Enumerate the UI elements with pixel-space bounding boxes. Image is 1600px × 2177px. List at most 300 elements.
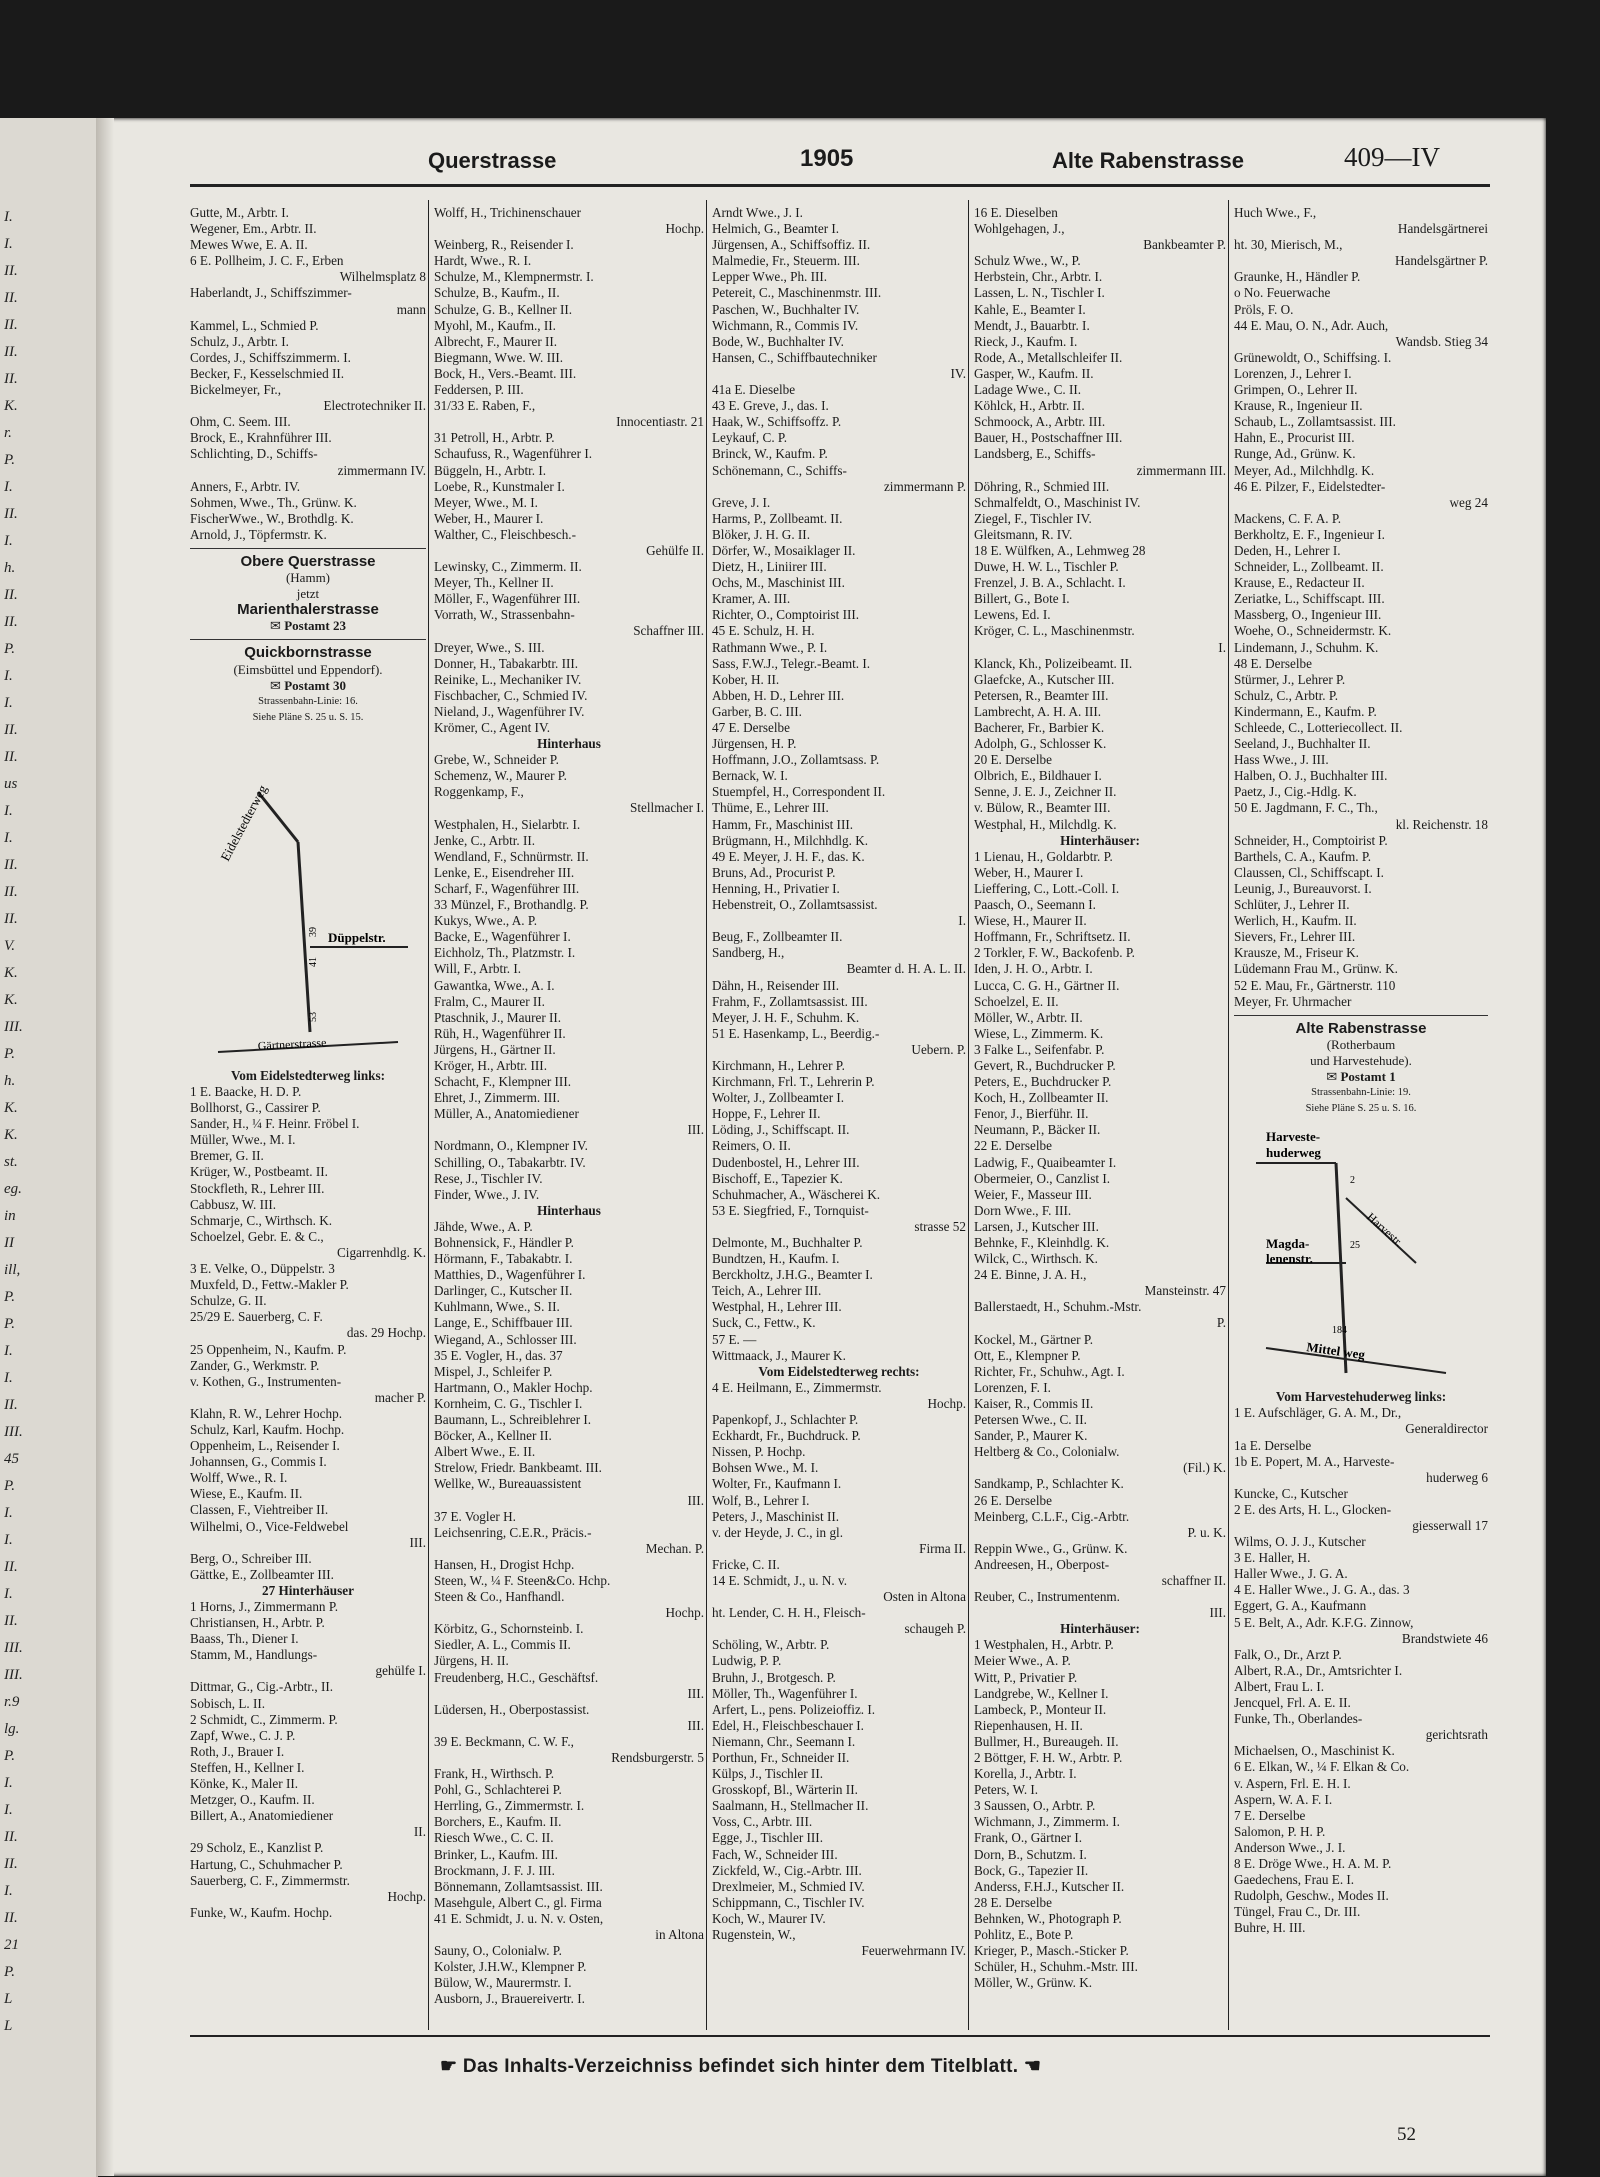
header-left-street: Querstrasse — [428, 148, 557, 173]
adjacent-page-marker: 21 — [4, 1937, 19, 1953]
directory-entry: Reppin Wwe., G., Grünw. K. — [974, 1540, 1128, 1556]
directory-entry: Thüme, E., Lehrer III. — [712, 800, 829, 816]
directory-entry: Bauer, H., Postschaffner III. — [974, 430, 1123, 446]
directory-entry: Walther, C., Fleischbesch.- — [434, 526, 576, 542]
directory-entry: Buhre, H. III. — [1234, 1920, 1306, 1936]
directory-entry: Schaub, L., Zollamtsassist. III. — [1234, 414, 1396, 430]
directory-entry: P. u. K. — [1187, 1524, 1226, 1540]
directory-entry: Schöling, W., Arbtr. P. — [712, 1637, 830, 1653]
directory-entry: Teich, A., Lehrer III. — [712, 1283, 822, 1299]
directory-entry: Bacherer, Fr., Barbier K. — [974, 720, 1105, 735]
adjacent-page-marker: P. — [4, 1316, 15, 1332]
directory-entry: Bernack, W. I. — [712, 768, 788, 784]
adjacent-page-marker: K. — [4, 965, 18, 981]
district-note: (Eimsbüttel und Eppendorf). — [233, 661, 383, 677]
directory-entry: Wiese, L., Zimmerm. K. — [974, 1025, 1104, 1041]
directory-entry: Sauerberg, C. F., Zimmermstr. — [190, 1872, 350, 1888]
directory-entry: Koch, H., Zollbeamter II. — [974, 1090, 1109, 1106]
directory-entry: Pröls, F. O. — [1234, 301, 1294, 317]
adjacent-page-marker: II. — [4, 263, 18, 279]
directory-entry: Klahn, R. W., Lehrer Hochp. — [190, 1405, 342, 1421]
directory-entry: Pohl, G., Schlachterei P. — [434, 1782, 562, 1798]
directory-entry: Reuber, C., Instrumentenm. — [974, 1589, 1120, 1605]
directory-entry: Schoelzel, E. II. — [974, 993, 1059, 1009]
directory-entry: Bülow, W., Maurermstr. I. — [434, 1975, 572, 1991]
directory-entry: Harms, P., Zollbeamt. II. — [712, 510, 843, 526]
directory-entry: 16 E. Dieselben — [974, 205, 1058, 220]
adjacent-page-marker: II. — [4, 1829, 18, 1845]
directory-entry: Lüdersen, H., Oberpostassist. — [434, 1701, 590, 1717]
adjacent-page-marker: P. — [4, 641, 15, 657]
directory-entry: Kober, H. II. — [712, 671, 780, 687]
directory-entry: Ludwig, P. P. — [712, 1653, 782, 1669]
directory-entry: Brandstwiete 46 — [1401, 1630, 1488, 1646]
directory-entry: Eichholz, Th., Platzmstr. I. — [434, 945, 576, 961]
directory-entry: Wiese, E., Kaufm. II. — [190, 1486, 303, 1502]
directory-entry: Gaedechens, Frau E. I. — [1234, 1872, 1355, 1888]
directory-entry: Wolter, Fr., Kaufmann I. — [712, 1476, 842, 1492]
directory-entry: Kaiser, R., Commis II. — [974, 1395, 1094, 1411]
directory-entry: 3 E. Velke, O., Düppelstr. 3 — [190, 1261, 335, 1277]
map-house-number: 41 — [308, 956, 319, 967]
adjacent-page-marker: I. — [4, 1343, 13, 1359]
adjacent-page-marker: II — [4, 1235, 14, 1251]
directory-entry: Stamm, M., Handlungs- — [190, 1647, 318, 1663]
directory-entry: Sass, F.W.J., Telegr.-Beamt. I. — [712, 655, 871, 671]
directory-entry: Klanck, Kh., Polizeibeamt. II. — [974, 655, 1133, 671]
directory-entry: 47 E. Derselbe — [712, 720, 790, 735]
directory-entry: Mewes Wwe, E. A. II. — [190, 237, 308, 253]
directory-entry: 27 Hinterhäuser — [262, 1582, 354, 1598]
directory-entry: 2 Böttger, F. H. W., Arbtr. P. — [974, 1750, 1123, 1765]
directory-entry: Hahn, E., Procurist III. — [1234, 430, 1355, 446]
directory-entry: 46 E. Pilzer, F., Eidelstedter- — [1234, 478, 1386, 494]
directory-entry: 48 E. Derselbe — [1234, 655, 1312, 671]
directory-entry: Salomon, P. H. P. — [1234, 1823, 1326, 1839]
directory-entry: v. Bülow, R., Beamter III. — [974, 800, 1111, 816]
directory-entry: Vom Eidelstedterweg rechts: — [758, 1363, 920, 1379]
directory-entry: Petersen Wwe., C. II. — [974, 1412, 1087, 1428]
directory-entry: Wolf, B., Lehrer I. — [712, 1492, 810, 1508]
directory-entry: Funke, W., Kaufm. Hochp. — [190, 1904, 333, 1920]
directory-entry: Jencquel, Frl. A. E. II. — [1234, 1695, 1351, 1711]
directory-entry: Hartung, C., Schuhmacher P. — [190, 1856, 343, 1872]
directory-entry: Nordmann, O., Klempner IV. — [434, 1138, 588, 1154]
directory-entry: zimmermann III. — [1136, 462, 1226, 478]
directory-entry: Koch, W., Maurer IV. — [712, 1910, 826, 1926]
directory-entry: Müller, A., Anatomiediener — [434, 1106, 579, 1122]
directory-entry: 29 Scholz, E., Kanzlist P. — [190, 1840, 324, 1856]
directory-entry: Hartmann, O., Makler Hochp. — [434, 1379, 593, 1395]
directory-entry: Neumann, P., Bäcker II. — [974, 1122, 1101, 1138]
map-house-number: 4 — [1342, 1325, 1347, 1337]
directory-entry: Lüdemann Frau M., Grünw. K. — [1234, 961, 1398, 977]
directory-entry: Schulz Wwe., W., P. — [974, 253, 1081, 269]
directory-entry: Bock, G., Tapezier II. — [974, 1862, 1089, 1878]
directory-entry: Kuhlmann, Wwe., S. II. — [434, 1299, 560, 1315]
directory-entry: Will, F., Arbtr. I. — [434, 961, 522, 977]
adjacent-page-marker: r.9 — [4, 1694, 20, 1710]
directory-entry: Lassen, L. N., Tischler I. — [974, 285, 1105, 301]
directory-entry: Meyer, Fr. Uhrmacher — [1234, 993, 1352, 1009]
directory-entry: Mendt, J., Bauarbtr. I. — [974, 317, 1090, 333]
adjacent-page-marker: I. — [4, 1586, 13, 1602]
directory-entry: Handelsgärtner P. — [1394, 253, 1488, 269]
directory-entry: 28 E. Derselbe — [974, 1894, 1052, 1910]
directory-entry: Hoffmann, J.O., Zollamtsass. P. — [712, 752, 880, 768]
directory-entry: Paasch, O., Seemann I. — [974, 897, 1096, 913]
directory-entry: Meyer, Th., Kellner II. — [434, 575, 554, 591]
directory-entry: Gehülfe II. — [646, 542, 704, 558]
directory-entry: Sauny, O., Colonialw. P. — [434, 1943, 562, 1959]
directory-entry: Cordes, J., Schiffszimmerm. I. — [190, 349, 351, 365]
directory-entry: P. — [1216, 1315, 1226, 1331]
directory-entry: Cabbusz, W. III. — [190, 1196, 277, 1212]
directory-entry: Borchers, E., Kaufm. II. — [434, 1814, 562, 1830]
adjacent-page-marker: P. — [4, 1478, 15, 1494]
directory-entry: Suck, C., Fettw., K. — [712, 1315, 816, 1331]
directory-entry: Hochp. — [665, 221, 704, 237]
directory-entry: 24 E. Binne, J. A. H., — [974, 1267, 1087, 1283]
postamt-label: ✉ Postamt 1 — [1326, 1068, 1396, 1084]
directory-entry: Stürmer, J., Lehrer P. — [1234, 671, 1346, 687]
directory-entry: Donner, H., Tabakarbtr. III. — [434, 655, 579, 671]
directory-entry: 57 E. — — [712, 1331, 757, 1347]
directory-entry: Bankbeamter P. — [1143, 237, 1226, 253]
folio-number: 409—IV — [1344, 142, 1440, 172]
directory-entry: Lambeck, P., Monteur II. — [974, 1701, 1107, 1717]
directory-entry: Albert, Frau L. I. — [1234, 1678, 1325, 1694]
directory-entry: Steen & Co., Hanfhandl. — [434, 1589, 565, 1605]
directory-entry: Schaufuss, R., Wagenführer I. — [434, 446, 593, 462]
directory-entry: schaugeh P. — [904, 1621, 966, 1637]
adjacent-page-marker: K. — [4, 1127, 18, 1143]
directory-entry: 3 Falke L., Seifenfabr. P. — [974, 1041, 1105, 1057]
directory-entry: Krause, R., Ingenieur II. — [1234, 398, 1363, 414]
directory-entry: Peters, W. I. — [974, 1782, 1039, 1798]
directory-entry: macher P. — [374, 1389, 426, 1405]
directory-entry: III. — [687, 1492, 704, 1508]
directory-entry: 6 E. Pollheim, J. C. F., Erben — [190, 253, 344, 269]
directory-entry: Mispel, J., Schleifer P. — [434, 1363, 553, 1379]
directory-entry: Glaefcke, A., Kutscher III. — [974, 671, 1115, 687]
directory-entry: ht. Lender, C. H. H., Fleisch- — [712, 1605, 866, 1621]
street-map-alte-rabenstrasse — [1246, 1123, 1476, 1383]
directory-entry: Masehgule, Albert C., gl. Firma — [434, 1894, 602, 1910]
directory-entry: Jenke, C., Arbtr. II. — [434, 832, 536, 848]
column-divider — [706, 200, 707, 2030]
adjacent-page-marker: II. — [4, 1397, 18, 1413]
directory-entry: III. — [687, 1685, 704, 1701]
directory-entry: Niemann, Chr., Seemann I. — [712, 1733, 856, 1749]
directory-entry: Frank, H., Wirthsch. P. — [434, 1766, 555, 1782]
directory-entry: Wellke, W., Bureauassistent — [434, 1476, 582, 1492]
directory-entry: Steen, W., ¼ F. Steen&Co. Hchp. — [434, 1572, 611, 1588]
directory-entry: Krüger, W., Postbeamt. II. — [190, 1164, 328, 1180]
directory-entry: Mansteinstr. 47 — [1144, 1283, 1226, 1299]
adjacent-page-marker: K. — [4, 992, 18, 1008]
directory-entry: 18 E. Wülfken, A., Lehmweg 28 — [974, 542, 1146, 558]
directory-entry: Firma II. — [919, 1540, 966, 1556]
directory-entry: Schaffner III. — [633, 623, 704, 639]
directory-entry: Muxfeld, D., Fettw.-Makler P. — [190, 1277, 349, 1293]
adjacent-page-marker: K. — [4, 1100, 18, 1116]
directory-entry: Greve, J. I. — [712, 494, 771, 510]
directory-entry: Fischbacher, C., Schmied IV. — [434, 687, 588, 703]
adjacent-page-marker: I. — [4, 533, 13, 549]
column-divider — [428, 200, 429, 2030]
directory-entry: Krieger, P., Masch.-Sticker P. — [974, 1943, 1129, 1959]
directory-entry: Senne, J. E. J., Zeichner II. — [974, 784, 1117, 800]
directory-entry: Dreyer, Wwe., S. III. — [434, 639, 545, 655]
plan-reference: Siehe Pläne S. 25 u. S. 15. — [252, 711, 364, 723]
directory-entry: Delmonte, M., Buchhalter P. — [712, 1235, 863, 1250]
directory-entry: Grimpen, O., Lehrer II. — [1234, 382, 1358, 398]
adjacent-page-marker: II. — [4, 290, 18, 306]
directory-entry: II. — [413, 1824, 426, 1840]
adjacent-page-marker: P. — [4, 1289, 15, 1305]
directory-entry: Huch Wwe., F., — [1234, 205, 1317, 220]
directory-entry: 8 E. Dröge Wwe., H. A. M. P. — [1234, 1855, 1392, 1871]
directory-entry: Peters, J., Maschinist II. — [712, 1508, 840, 1524]
directory-entry: 33 Münzel, F., Brothandlg. P. — [434, 897, 589, 913]
directory-entry: Riesch Wwe., C. C. II. — [434, 1830, 554, 1846]
directory-entry: gehülfe I. — [375, 1663, 426, 1679]
directory-entry: Rode, A., Metallschleifer II. — [974, 349, 1123, 365]
directory-entry: Stuempfel, H., Correspondent II. — [712, 784, 886, 800]
directory-entry: Haak, W., Schiffsoffz. P. — [712, 414, 842, 430]
directory-entry: Runge, Ad., Grünw. K. — [1234, 446, 1356, 462]
adjacent-page-marker: III. — [4, 1640, 23, 1656]
directory-entry: Büggeln, H., Arbtr. I. — [434, 462, 547, 478]
directory-entry: Classen, F., Viehtreiber II. — [190, 1502, 329, 1518]
adjacent-page-marker: I. — [4, 830, 13, 846]
directory-entry: Ehret, J., Zimmerm. III. — [434, 1090, 560, 1106]
directory-entry: Backe, E., Wagenführer I. — [434, 929, 571, 945]
directory-entry: III. — [409, 1534, 426, 1550]
directory-entry: 2 Schmidt, C., Zimmerm. P. — [190, 1711, 338, 1727]
directory-entry: Bremer, G. II. — [190, 1148, 264, 1164]
directory-entry: Berkholtz, E. F., Ingenieur I. — [1234, 526, 1385, 542]
directory-entry: Duwe, H. W. L., Tischler P. — [974, 559, 1119, 575]
directory-entry: Edel, H., Fleischbeschauer I. — [712, 1717, 864, 1733]
directory-entry: Krausze, M., Friseur K. — [1234, 945, 1359, 961]
directory-entry: I. — [1218, 639, 1226, 655]
directory-entry: Deden, H., Lehrer I. — [1234, 542, 1341, 558]
directory-entry: Feuerwehrmann IV. — [861, 1943, 966, 1959]
directory-entry: Andreesen, H., Oberpost- — [974, 1556, 1110, 1572]
adjacent-page-marker: I. — [4, 668, 13, 684]
directory-entry: III. — [1209, 1605, 1226, 1621]
directory-entry: Gleitsmann, R. IV. — [974, 526, 1073, 542]
adjacent-page-marker: P. — [4, 1964, 15, 1980]
directory-entry: Schneider, H., Comptoirist P. — [1234, 832, 1388, 848]
adjacent-page-marker: lg. — [4, 1721, 20, 1737]
directory-entry: Electrotechniker II. — [323, 398, 426, 414]
directory-entry: Ballerstaedt, H., Schuhm.-Mstr. — [974, 1299, 1142, 1315]
directory-entry: Rieck, J., Kaufm. I. — [974, 333, 1078, 349]
directory-entry: Riepenhausen, H. II. — [974, 1717, 1083, 1733]
adjacent-page-marker: L — [4, 2018, 13, 2034]
district-note: (Hamm) — [285, 570, 331, 586]
directory-entry: Lambrecht, A. H. A. III. — [974, 703, 1102, 719]
directory-entry: Bruhn, J., Brotgesch. P. — [712, 1669, 836, 1685]
postamt-label: ✉ Postamt 30 — [270, 677, 346, 693]
directory-entry: Bickelmeyer, Fr., — [190, 382, 282, 398]
adjacent-page-marker: K. — [4, 398, 18, 414]
directory-entry: Reinike, L., Mechaniker IV. — [434, 671, 582, 687]
directory-entry: Kröger, C. L., Maschinenmstr. — [974, 623, 1135, 639]
directory-entry: Tüngel, Frau C., Dr. III. — [1234, 1904, 1361, 1920]
directory-entry: 51 E. Hasenkamp, L., Beerdig.- — [712, 1025, 880, 1041]
map-road-label: Gärtnerstrasse — [257, 1035, 327, 1053]
directory-entry: 1 Westphalen, H., Arbtr. P. — [974, 1637, 1114, 1653]
directory-entry: Weber, H., Maurer I. — [434, 510, 544, 526]
directory-entry: Hass Wwe., J. III. — [1234, 752, 1329, 768]
directory-entry: Kirchmann, H., Lehrer P. — [712, 1057, 845, 1073]
directory-entry: 14 E. Schmidt, J., u. N. v. — [712, 1572, 848, 1588]
directory-entry: Döhring, R., Schmied III. — [974, 478, 1110, 494]
map-road-label: Mittel weg — [1305, 1339, 1366, 1363]
directory-entry: Bruns, Ad., Procurist P. — [712, 864, 836, 880]
directory-entry: Meyer, Wwe., M. I. — [434, 494, 538, 510]
header-year: 1905 — [800, 145, 854, 172]
directory-entry: Wendland, F., Schnürmstr. II. — [434, 848, 589, 864]
directory-entry: Schmalfeldt, O., Maschinist IV. — [974, 494, 1141, 510]
directory-entry: Dörfer, W., Mosaiklager II. — [712, 542, 856, 558]
directory-entry: Wandsb. Stieg 34 — [1395, 333, 1488, 349]
page-number: 52 — [1397, 2124, 1416, 2145]
directory-column-2 — [434, 205, 704, 2008]
directory-entry: Kahle, E., Beamter I. — [974, 301, 1086, 317]
directory-entry: Rathmann Wwe., P. I. — [712, 639, 828, 655]
directory-entry: Kramer, A. III. — [712, 591, 791, 607]
directory-entry: Leichsenring, C.E.R., Präcis.- — [434, 1524, 592, 1540]
postamt-label: ✉ Postamt 23 — [270, 618, 346, 634]
directory-entry: 4 E. Haller Wwe., J. G. A., das. 3 — [1234, 1582, 1410, 1598]
directory-entry: 3 E. Haller, H. — [1234, 1550, 1311, 1566]
adjacent-page-marker: P. — [4, 1046, 15, 1062]
directory-entry: Henning, H., Privatier I. — [712, 880, 840, 896]
section-separator — [190, 639, 426, 640]
footer-notice: ☛ Das Inhalts-Verzeichniss befindet sich hinter dem Titelblatt. ☚ — [440, 2056, 1042, 2077]
directory-entry: Hardt, Wwe., R. I. — [434, 253, 532, 269]
directory-entry: Möller, Th., Wagenführer I. — [712, 1685, 858, 1701]
directory-entry: Finder, Wwe., J. IV. — [434, 1186, 540, 1202]
directory-entry: Schulz, Karl, Kaufm. Hochp. — [190, 1421, 345, 1437]
directory-entry: Metzger, O., Kaufm. II. — [190, 1792, 315, 1808]
directory-entry: 53 E. Siegfried, F., Tornquist- — [712, 1202, 869, 1218]
directory-entry: Paetz, J., Cig.-Hdlg. K. — [1234, 784, 1357, 800]
directory-entry: Westphal, H., Lehrer III. — [712, 1299, 842, 1315]
directory-entry: Weber, H., Maurer I. — [974, 864, 1084, 880]
directory-entry: Papenkopf, J., Schlachter P. — [712, 1412, 859, 1428]
map-house-number: 18 — [1332, 1325, 1342, 1337]
street-heading: Alte Rabenstrasse — [1295, 1019, 1427, 1037]
directory-entry: Loebe, R., Kunstmaler I. — [434, 478, 565, 494]
adjacent-page-marker: II. — [4, 371, 18, 387]
directory-entry: Schoelzel, Gebr. E. & C., — [190, 1228, 324, 1244]
directory-entry: Witt, P., Privatier P. — [974, 1669, 1078, 1685]
directory-entry: gerichtsrath — [1425, 1727, 1488, 1743]
section-separator — [1234, 1015, 1488, 1016]
directory-entry: Bode, W., Buchhalter IV. — [712, 333, 844, 349]
adjacent-page-marker: h. — [4, 1073, 16, 1089]
directory-entry: Berg, O., Schreiber III. — [190, 1550, 312, 1566]
directory-column-1 — [190, 205, 426, 1921]
directory-entry: Generaldirector — [1405, 1421, 1488, 1437]
street-heading: Obere Querstrasse — [240, 552, 376, 570]
directory-entry: Hansen, C., Schiffbautechniker — [712, 349, 877, 365]
directory-entry: Garber, B. C. III. — [712, 703, 802, 719]
directory-entry: Müller, Wwe., M. I. — [190, 1132, 296, 1148]
directory-entry: kl. Reichenstr. 18 — [1395, 816, 1488, 832]
directory-entry: Schacht, F., Klempner III. — [434, 1074, 572, 1090]
directory-entry: Eckhardt, Fr., Buchdruck. P. — [712, 1428, 861, 1444]
directory-entry: Claussen, Cl., Schiffscapt. I. — [1234, 864, 1384, 880]
directory-entry: 41 E. Schmidt, J. u. N. v. Osten, — [434, 1910, 604, 1926]
directory-entry: Rudolph, Geschw., Modes II. — [1234, 1888, 1389, 1904]
directory-entry: Jürgensen, H. P. — [712, 736, 797, 752]
directory-entry: Siedler, A. L., Commis II. — [434, 1637, 571, 1653]
directory-entry: Bönnemann, Zollamtsassist. III. — [434, 1878, 603, 1894]
directory-entry: Rugenstein, W., — [712, 1927, 796, 1943]
directory-entry: Schneider, L., Zollbeamt. II. — [1234, 559, 1384, 575]
adjacent-page-marker: ill, — [4, 1262, 21, 1278]
directory-entry: Innocentiastr. 21 — [616, 414, 704, 430]
directory-entry: Malmedie, Fr., Steuerm. III. — [712, 253, 860, 269]
directory-entry: Vorrath, W., Strassenbahn- — [434, 607, 575, 623]
directory-entry: Lepper Wwe., Ph. III. — [712, 269, 828, 285]
directory-entry: Dorn, B., Schutzm. I. — [974, 1846, 1087, 1862]
directory-entry: Jürgens, H., Gärtner II. — [434, 1041, 556, 1057]
directory-entry: Lenke, E., Eisendreher III. — [434, 864, 575, 880]
directory-entry: Möller, W., Arbtr. II. — [974, 1009, 1083, 1025]
adjacent-page-marker: II. — [4, 911, 18, 927]
directory-entry: Westphalen, H., Sielarbtr. I. — [434, 816, 581, 832]
directory-entry: Nissen, P. Hochp. — [712, 1444, 806, 1460]
directory-entry: Sander, H., ¼ F. Heinr. Fröbel I. — [190, 1116, 360, 1132]
directory-entry: Wichmann, J., Zimmerm. I. — [974, 1814, 1120, 1830]
directory-entry: Körbitz, G., Schornsteinb. I. — [434, 1621, 584, 1637]
directory-entry: Wiegand, A., Schlosser III. — [434, 1331, 577, 1347]
directory-entry: Weinberg, R., Reisender I. — [434, 237, 574, 253]
directory-entry: Jürgensen, A., Schiffsoffiz. II. — [712, 237, 871, 253]
directory-entry: Hinterhäuser: — [1060, 1621, 1140, 1637]
directory-entry: Landgrebe, W., Kellner I. — [974, 1685, 1109, 1701]
directory-entry: Richter, O., Comptoirist III. — [712, 607, 860, 623]
adjacent-page-marker: I. — [4, 1802, 13, 1818]
adjacent-page-marker: I. — [4, 1532, 13, 1548]
directory-entry: Fach, W., Schneider III. — [712, 1846, 838, 1862]
directory-entry: in Altona — [655, 1927, 704, 1943]
directory-entry: Matthies, D., Wagenführer I. — [434, 1267, 586, 1283]
header-rule — [190, 184, 1490, 187]
map-road-label: lenenstr. — [1266, 1251, 1313, 1267]
directory-entry: Helmich, G., Beamter I. — [712, 221, 840, 237]
directory-entry: Westphal, H., Milchdlg. K. — [974, 816, 1117, 832]
directory-entry: Schlichting, D., Schiffs- — [190, 446, 318, 462]
directory-entry: 6 E. Elkan, W., ¼ F. Elkan & Co. — [1234, 1759, 1410, 1775]
directory-entry: Bullmer, H., Bureaugeh. II. — [974, 1733, 1119, 1749]
directory-entry: v. der Heyde, J. C., in gl. — [712, 1524, 843, 1540]
adjacent-page-marker: II. — [4, 857, 18, 873]
directory-entry: 31 Petroll, H., Arbtr. P. — [434, 430, 555, 446]
directory-entry: Ausborn, J., Brauereivertr. I. — [434, 1991, 585, 2007]
directory-entry: das. 29 Hochp. — [346, 1325, 426, 1341]
directory-entry: Beamter d. H. A. L. II. — [846, 961, 966, 977]
adjacent-page-marker: II. — [4, 1559, 18, 1575]
